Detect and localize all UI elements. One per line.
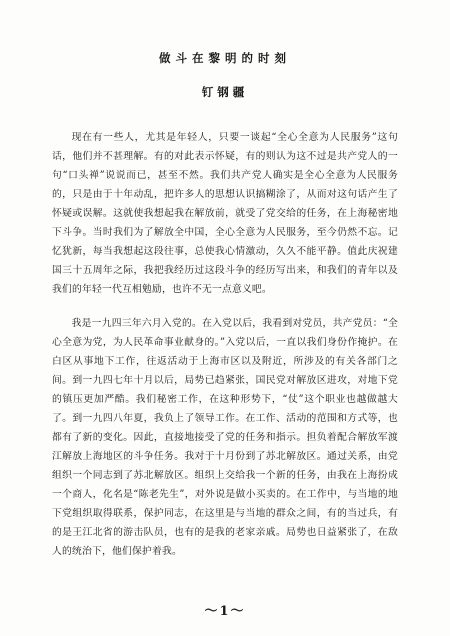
article-title: 做斗在黎明的时刻 <box>159 51 291 65</box>
body-paragraph-1: 现在有一些人，尤其是年轻人，只要一谈起“全心全意为人民服务”这句话，他们并不甚理解。有的对此表示怀疑，有的则认为这不过是共产党人的一句“口头禅”说说而已，甚至不然。我们共产党人确实是全心全意为人民服务的，只是由于十年动乱，把许多人的思想认识搞糊涂了，从而对这句话产生了怀疑或误解。这就使我想起我在解放前，就受了党交给的任务，在上海秘密地下斗争。当时我们为了解放全中国，全心全意为人民服务，至今仍然不忘。记忆犹新，每当我想起这段往事，总使我心情激动，久久不能平静。值此庆祝建国三十五周年之际，我把我经历过这段斗争的经历写出来，和我们的青年以及我们的年轻一代互相勉励，也许不无一点意义吧。 <box>52 132 398 295</box>
page-number: ～1～ <box>204 604 246 619</box>
body-paragraph-2: 我是一九四三年六月入党的。在入党以后，我看到对党员，共产党员：“全心全意为党，为人民革命事业献身的。”入党以后，一直以我们身份作掩护。在白区从事地下工作，往返活动于上海市区以及附近，所涉及的有关各部门之间。到一九四七年十月以后，局势已趋紧张，国民党对解放区进攻，对地下党的镇压更加严酷。我们秘密工作，在这种形势下，“仗”这个职业也越做越大了。到一九四八年夏，我负上了领导工作。在工作、活动的范围和方式等，也都有了新的变化。因此，直接地接受了党的任务和指示。担负着配合解放军渡江解放上海地区的斗争任务。我对于十月份到了苏北解放区。通过关系，由党组织一个同志到了苏北解放区。组织上交给我一个新的任务，由我在上海扮成一个商人，化名是“陈老先生”，对外说是做小买卖的。在工作中，与当地的地下党组织取得联系，保护同志，在这里是与当地的群众之间，有的当过兵，有的是王江北省的游击队员，也有的是我的老家亲戚。局势也日益紧张了，在敌人的统治下，他们保护着我。 <box>52 318 398 557</box>
article-author: 钉钢疆 <box>201 85 249 99</box>
